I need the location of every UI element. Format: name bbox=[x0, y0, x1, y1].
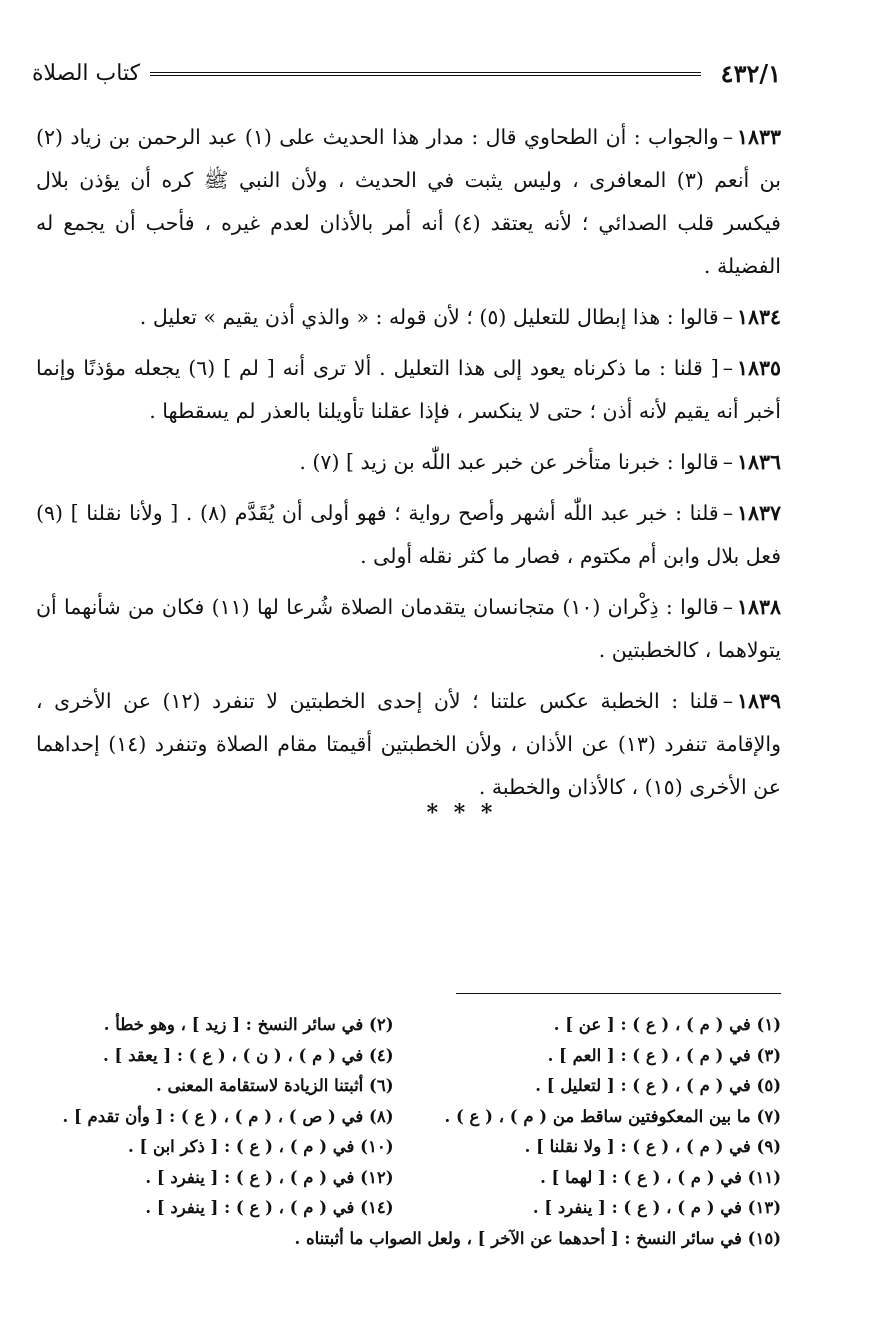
paragraph bbox=[36, 347, 781, 433]
paragraph bbox=[36, 296, 781, 339]
paragraph bbox=[36, 492, 781, 578]
paragraph-dash: – bbox=[722, 689, 733, 713]
paragraph-number: ١٨٣٨ bbox=[736, 595, 781, 619]
paragraph-number: ١٨٣٩ bbox=[736, 689, 781, 713]
footnote: (٧) ما بين المعكوفتين ساقط من ( م ) ، ( ع ) . bbox=[444, 1106, 781, 1126]
paragraph bbox=[36, 586, 781, 672]
footnote: (٦) أثبتنا الزيادة لاستقامة المعنى . bbox=[155, 1076, 394, 1095]
footnote-row bbox=[36, 1193, 781, 1224]
footnote: (١٤) في ( م ) ، ( ع ) : [ ينفرد ] . bbox=[145, 1198, 394, 1217]
footnote-separator bbox=[456, 993, 781, 994]
footnote: (٨) في ( ص ) ، ( م ) ، ( ع ) : [ وأن تقدم ] . bbox=[62, 1106, 394, 1126]
footnote: (٤) في ( م ) ، ( ن ) ، ( ع ) : [ يعقد ] . bbox=[103, 1045, 394, 1065]
paragraph-text: قلنا : الخطبة عكس علتنا ؛ لأن إحدى الخطبتين لا تنفرد (١٢) عن الأخرى ، والإقامة تنفرد (١٣) عن الأذان ، ولأن الخطبتين أقيمتا مقام الصلاة وتنفرد (١٤) إحداهما عن الأخرى (١٥) ، كالأذان والخطبة . bbox=[36, 689, 781, 799]
paragraph-text: قلنا : خبر عبد اللّٰه أشهر وأصح رواية ؛ فهو أولى أن يُقَدَّم (٨) . [ ولأنا نقلنا ] (٩) فعل بلال وابن أم مكتوم ، فصار ما كثر نقله أولى . bbox=[36, 501, 781, 568]
footnote-row bbox=[36, 1163, 781, 1194]
paragraph-text: قالوا : هذا إبطال للتعليل (٥) ؛ لأن قوله : « والذي أذن يقيم » تعليل . bbox=[139, 305, 719, 329]
paragraph-dash: – bbox=[722, 356, 733, 380]
header-double-rule bbox=[150, 72, 701, 76]
footnote: (٣) في ( م ) ، ( ع ) : [ العم ] . bbox=[547, 1045, 781, 1065]
paragraph bbox=[36, 441, 781, 484]
paragraph-dash: – bbox=[722, 450, 733, 474]
footnote: (١٣) في ( م ) ، ( ع ) : [ ينفرد ] . bbox=[532, 1198, 781, 1217]
footnote: (٥) في ( م ) ، ( ع ) : [ لتعليل ] . bbox=[535, 1076, 781, 1095]
footnote-row bbox=[36, 1224, 781, 1255]
paragraph-text: والجواب : أن الطحاوي قال : مدار هذا الحديث على (١) عبد الرحمن بن زياد (٢) بن أنعم (٣) المعافرى ، وليس يثبت في الحديث ، ولأن النبي ﷺ كره أن يؤذن بلال فيكسر قلب الصدائي ؛ لأنه يعتقد (٤) أنه أمر بالأذان لعدم غيره ، فأحب أن يجمع له الفضيلة . bbox=[36, 125, 781, 278]
main-text bbox=[36, 116, 781, 817]
paragraph-text: [ قلنا : ما ذكرناه يعود إلى هذا التعليل . ألا ترى أنه [ لم ] (٦) يجعله مؤذنًا وإنما أخبر أنه يقيم لأنه أذن ؛ حتى لا ينكسر ، فإذا عقلنا تأويلنا بالعذر لم يسقطها . bbox=[36, 356, 781, 423]
footnote: (١) في ( م ) ، ( ع ) : [ عن ] . bbox=[553, 1015, 781, 1034]
paragraph-number: ١٨٣٥ bbox=[736, 356, 781, 380]
paragraph-number: ١٨٣٦ bbox=[736, 450, 781, 474]
paragraph-dash: – bbox=[722, 501, 733, 525]
footnote: (١٥) في سائر النسخ : [ أحدهما عن الآخر ] ، ولعل الصواب ما أثبتناه . bbox=[294, 1228, 781, 1248]
paragraph bbox=[36, 680, 781, 809]
paragraph-number: ١٨٣٣ bbox=[736, 125, 781, 149]
paragraph-text: قالوا : ذِكْران (١٠) متجانسان يتقدمان الصلاة شُرعا لها (١١) فكان من شأنهما أن يتولاهما ، كالخطبتين . bbox=[36, 595, 781, 662]
footnote-row bbox=[36, 1132, 781, 1163]
paragraph-dash: – bbox=[722, 305, 733, 329]
running-header bbox=[32, 58, 781, 90]
page-number: ٤٣٢/١ bbox=[720, 59, 781, 88]
paragraph bbox=[36, 116, 781, 288]
footnote-row bbox=[36, 1041, 781, 1072]
book-title: كتاب الصلاة bbox=[32, 61, 141, 86]
paragraph-text: قالوا : خبرنا متأخر عن خبر عبد اللّٰه بن زيد ] (٧) . bbox=[299, 450, 719, 474]
footnote-row bbox=[36, 1102, 781, 1133]
section-divider: * * * bbox=[426, 800, 497, 826]
footnotes bbox=[36, 1010, 781, 1254]
footnote: (٩) في ( م ) ، ( ع ) : [ ولا نقلنا ] . bbox=[524, 1137, 781, 1156]
paragraph-number: ١٨٣٧ bbox=[736, 501, 781, 525]
footnote: (٢) في سائر النسخ : [ زيد ] ، وهو خطأ . bbox=[103, 1015, 394, 1034]
paragraph-dash: – bbox=[722, 595, 733, 619]
footnote: (١٢) في ( م ) ، ( ع ) : [ ينفرد ] . bbox=[145, 1167, 394, 1187]
paragraph-dash: – bbox=[722, 125, 733, 149]
footnote-row bbox=[36, 1010, 781, 1041]
footnote-row bbox=[36, 1071, 781, 1102]
paragraph-number: ١٨٣٤ bbox=[736, 305, 781, 329]
footnote: (١٠) في ( م ) ، ( ع ) : [ ذكر ابن ] . bbox=[127, 1137, 394, 1156]
footnote: (١١) في ( م ) ، ( ع ) : [ لهما ] . bbox=[540, 1167, 781, 1187]
